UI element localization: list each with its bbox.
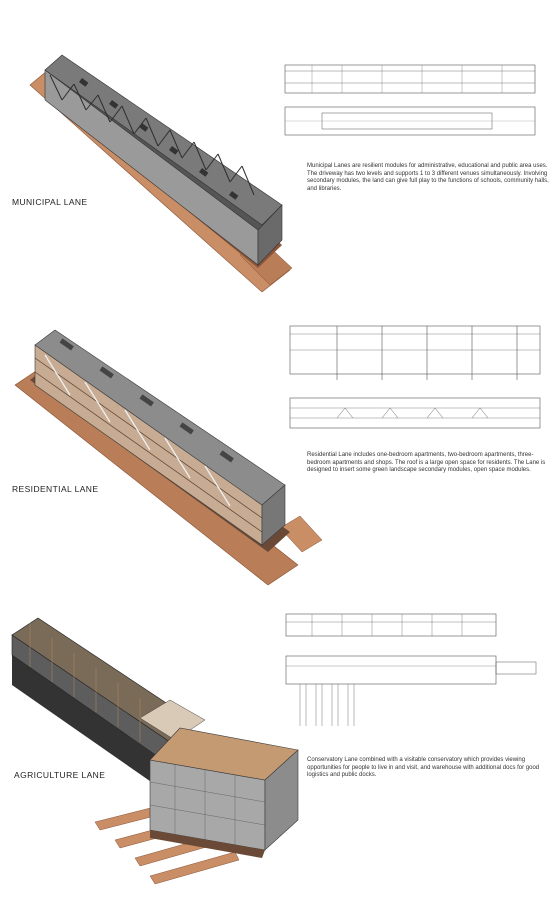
agriculture-lane-axonometric [0,600,330,913]
municipal-lane-elevation [282,45,542,135]
section-description: Residential Lane includes one-bedroom apartments, two-bedroom apartments, three-bedroom apartments and shops. The roof is a large open space for residents. The Lane is designed to insert some green landscape secondary modules, open space modules. [307,452,546,474]
agriculture-lane-elevation [282,608,542,758]
agriculture-lane-section [0,600,549,913]
section-label: RESIDENTIAL LANE [12,484,99,494]
residential-lane-elevation [287,320,547,440]
section-label: AGRICULTURE LANE [14,770,106,780]
municipal-lane-axonometric [0,0,300,300]
section-description: Municipal Lanes are resilient modules for administrative, educational and public area uses. The driveway has two levels and supports 1 to 3 different venues simultaneously. Involving secondary modules, the land can give full play to the functions of schools, community halls, and libraries. [307,163,549,192]
residential-lane-axonometric [0,300,330,600]
municipal-lane-section [0,0,549,300]
section-label: MUNICIPAL LANE [12,197,88,207]
section-description: Conservatory Lane combined with a visitable conservatory which provides viewing opportunities for people to live in and visit, and warehouse with additional docs for good logistics and public docks. [307,757,540,779]
residential-lane-section [0,300,549,600]
